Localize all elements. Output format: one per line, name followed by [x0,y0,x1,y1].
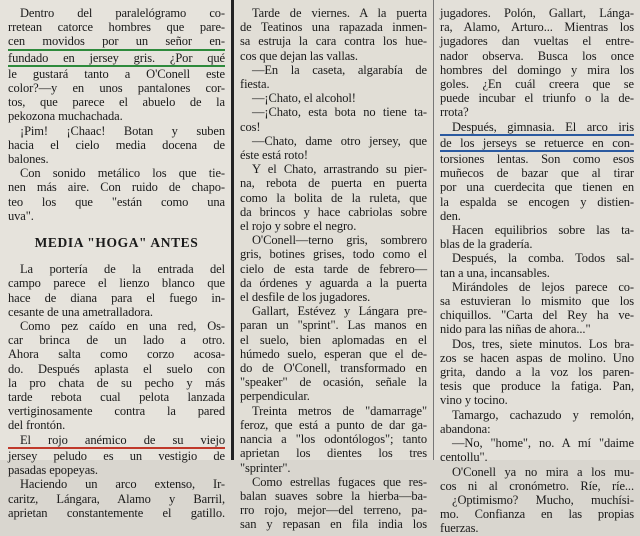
text-line: color?—y en unos pantalones cor- [8,81,225,96]
paragraph-3 [8,166,225,223]
text-line: do de O'Conell, transformado en [240,361,427,376]
text-line: Como estrellas fugaces que res- [252,474,427,489]
text-line: hombres del domingo y mira los [440,62,634,77]
text-line: cos! [240,119,261,134]
text-line: nador observa. Busca los once [440,48,634,63]
text-line: den. [440,208,461,223]
text-line: O'Conell—terno gris, sombrero [252,233,427,248]
text-line: sa estuvieran lo mismito que los [440,294,634,309]
text-line: cesante de una ametralladora. [8,304,153,319]
text-line: nancia a "los odontólogos"; tanto [240,432,427,447]
text-line: vertiginosamente contra la pared [8,404,225,419]
paragraph-1 [8,6,225,124]
text-line: grita, dando a la voz los paren- [440,365,634,380]
text-line: —En la caseta, algarabía de [252,62,427,77]
column-1 [0,0,234,520]
text-line: Tamargo, cachazudo y remolón, [452,407,634,422]
text-line: car brinca de un lado a otro. [8,333,225,348]
text-line: cen movidos por un señor en- [8,34,225,50]
text-line: da órdenes y aguarda a la puerta [240,275,427,290]
text-line: ¡Pim! ¡Chaac! Botan y suben [20,123,225,138]
text-line: le gustará tanto a O'Conell este [8,66,225,81]
text-line: Tarde de viernes. A la puerta [252,6,427,20]
text-line: mo. Confianza en las propias [440,507,634,522]
text-line: La portería de la entrada del [20,262,225,277]
text-line: centollu". [440,450,488,465]
section-heading: MEDIA "HOGA" ANTES [34,235,199,251]
text-line: vino y tocino. [440,393,508,408]
paragraph-4 [8,262,225,319]
text-line: Haciendo un arco extenso, Ir- [20,477,225,492]
text-line: la espalda se encogen y distien- [440,194,634,209]
text-line: Mirándoles de lejos parece co- [452,279,634,294]
text-line: "speaker" de ocasión, señale la [240,375,427,390]
text-line: de los jerseys se retuerce en con- [440,136,634,152]
text-line: hace de diana para el fuego in- [8,290,225,305]
text-line: do. Después aplasta el suelo con [8,361,225,376]
text-line: como la bolita de la ruleta, que [240,190,427,205]
text-line: san y repasan en fila india los [240,517,427,532]
text-line: —¡Chato, el alcohol! [252,91,356,106]
paragraph-5 [8,319,225,433]
text-line: muñecos de bazar que al tirar [440,166,634,181]
text-line: Como pez caído en una red, Os- [20,319,225,334]
text-line: Dos, tres, siete minutos. Los bra- [452,336,634,351]
text-line: da brincos y hace cabriolas sobre [240,204,427,219]
text-line: Con sonido metálico los que tie- [20,166,225,181]
text-line: tesis que produce la fatiga. Pan, [440,379,634,394]
paragraph-6 [8,433,225,478]
text-line: caritz, Lángara, Alamo y Barril, [8,491,225,506]
paragraph-2 [8,124,225,167]
text-line: abandona: [440,421,491,436]
text-line: zos se hacen aspas de molino. Uno [440,350,634,365]
paragraph-7 [8,477,225,520]
text-line: ra, Alamo, Arturo... Mientras los [440,20,634,35]
column-3 [434,0,640,536]
text-line: tos, que parece el abuelo de la [8,95,225,110]
text-line: jugadores dan vueltas el entre- [440,34,634,49]
column-3-text [440,6,634,536]
text-line: Después, la comba. Todos sal- [452,251,634,266]
text-line: ¿Optimismo? Mucho, muchísi- [452,492,634,507]
text-line: teo los que "están como una [8,194,225,209]
text-line: por una cuerdecita que tienen en [440,180,634,195]
text-line: rrota? [440,105,469,120]
text-line: pasadas epopeyas. [8,463,98,478]
text-line: Dentro del paralelógramo co- [20,6,225,20]
text-line: cos que dejan las vallas. [240,48,358,63]
text-line: Treinta metros de "damarrage" [252,403,427,418]
text-line: puede incubar el triunfo o la de- [440,91,634,106]
text-line: éste está roto! [240,148,308,163]
text-line: nen más aire. Con ruido de chapo- [8,180,225,195]
text-line: feroz, que está a punto de dar ga- [240,417,427,432]
text-line: del frontón. [8,418,66,433]
text-line: la pro chata de su pecho y más [8,375,225,390]
text-line: chiquillos. "Carta del Rey ha ve- [440,308,634,323]
text-line: fiesta. [240,77,270,92]
text-line: aprietan constantemente el gatillo. [8,505,225,520]
text-line: de Teatinos una rapazada inmen- [240,20,427,35]
text-line: paran un "sprint". Las manos en [240,318,427,333]
text-line: aprietan los dientes los tres [240,446,427,461]
text-line: Gallart, Estévez y Lángara pre- [252,304,427,319]
text-line: —Chato, dame otro jersey, que [252,133,427,148]
text-line: cielo de esta tarde de febrero— [240,261,427,276]
text-line: El rojo anémico de su viejo [8,433,225,449]
text-line: O'Conell ya no mira a los mu- [452,464,634,479]
text-line: "sprinter". [240,460,291,475]
text-line: fundado en jersey gris. ¿Por qué [8,51,225,67]
text-line: na, rebota de puerta en puerta [240,176,427,191]
text-line: —No, "home", no. A mí "daime [452,436,634,451]
text-line: tarde rebota cual pelota lanzada [8,390,225,405]
text-line: tan a una, incansables. [440,265,550,280]
text-line: rretean catorce hombres que pare- [8,20,225,35]
text-line: uva". [8,208,34,223]
text-line: perpendicular. [240,389,310,404]
text-line: fuerzas. [440,521,479,536]
text-line: Hacen equilibrios sobre las ta- [452,223,634,238]
text-line: Ahora salta como corzo acosa- [8,347,225,362]
text-line: cos ni al cronómetro. Ríe, ríe... [440,478,634,493]
text-line: sa estruja la cara contra los hue- [240,34,427,49]
text-line: balones. [8,152,49,167]
text-line: balan suaves sobre la hierba—ba- [240,488,427,503]
text-line: jugadores. Polón, Gallart, Lánga- [440,6,634,20]
text-line: campo parece el lienzo blanco que [8,276,225,291]
text-line: —¡Chato, esta bota no tiene ta- [252,105,427,120]
text-line: nido para las niñas de ahora..." [440,322,591,337]
text-line: hacia el cielo media docena de [8,137,225,152]
text-line: el desfile de los jugadores. [240,290,371,305]
text-line: rro rojo, mejor—del terreno, pa- [240,503,427,518]
text-line: gris, botines grises, todo como el [240,247,427,262]
column-2-text [240,6,427,532]
text-line: torsiones lentas. Son como esos [440,152,634,167]
text-line: pekozona muchachada. [8,109,123,124]
text-line: el rojo y sobre el negro. [240,219,357,234]
text-line: jersey peludo es un vestigio de [8,448,225,463]
text-line: Después, gimnasia. El arco iris [440,120,634,136]
text-line: goles. ¿En cuál creera que se [440,77,634,92]
text-line: húmedo suelo, esperan que el de- [240,346,427,361]
column-2 [234,0,434,532]
text-line: el suelo, bien aplomadas en el [240,332,427,347]
text-line: Y el Chato, arrastrando su pier- [252,162,427,177]
text-line: blas de la gradería. [440,237,533,252]
